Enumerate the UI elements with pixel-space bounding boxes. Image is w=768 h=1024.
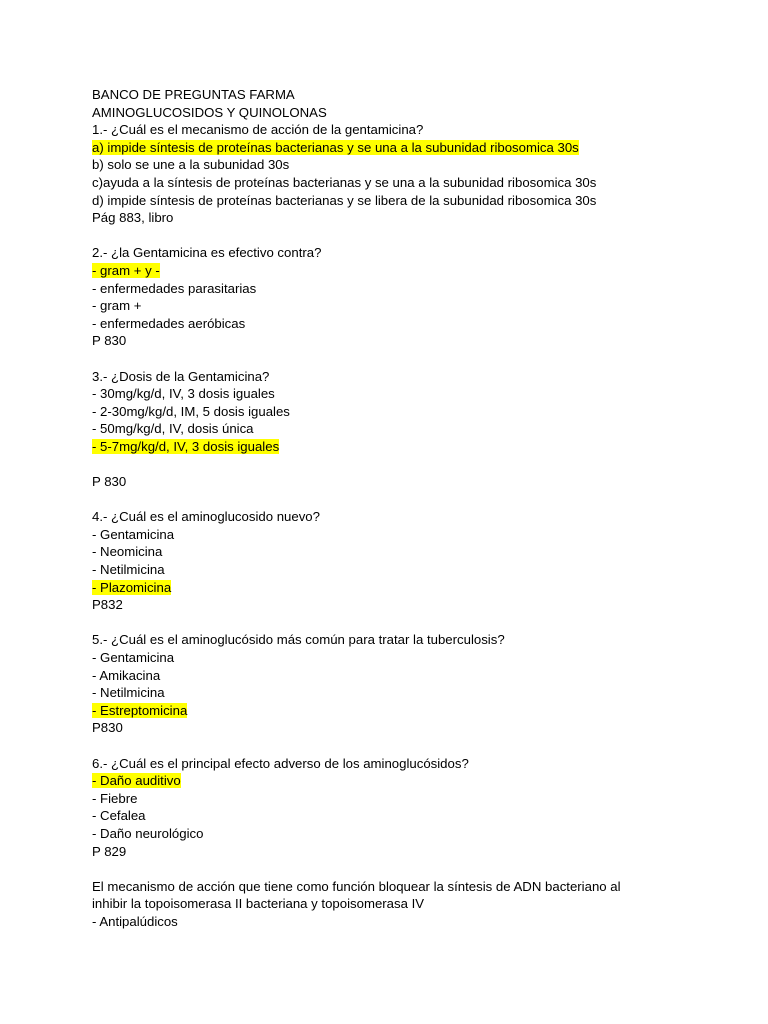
document-subtitle: AMINOGLUCOSIDOS Y QUINOLONAS bbox=[92, 104, 327, 120]
question-text-line-2: inhibir la topoisomerasa II bacteriana y topoisomerasa IV bbox=[92, 896, 425, 912]
answer-option bbox=[92, 772, 688, 790]
answer-option bbox=[92, 579, 688, 597]
spacer bbox=[92, 737, 688, 755]
correct-answer-highlight: a) impide síntesis de proteínas bacterianas y se una a la subunidad ribosomica 30s bbox=[92, 139, 579, 155]
question-text: 5.- ¿Cuál es el aminoglucósido más común para tratar la tuberculosis? bbox=[92, 632, 505, 648]
spacer bbox=[92, 614, 688, 632]
answer-option: - Gentamicina bbox=[92, 650, 175, 665]
question-block-2 bbox=[92, 244, 688, 350]
answer-option: d) impide síntesis de proteínas bacterianas y se libera de la subunidad ribosomica 30s bbox=[92, 192, 597, 208]
spacer bbox=[92, 491, 688, 509]
answer-option: - 50mg/kg/d, IV, dosis única bbox=[92, 421, 254, 437]
answer-option: - Netilmicina bbox=[92, 685, 165, 701]
question-block-5 bbox=[92, 631, 688, 737]
answer-option: - enfermedades parasitarias bbox=[92, 280, 257, 296]
correct-answer-highlight: - Estreptomicina bbox=[92, 702, 188, 718]
answer-option bbox=[92, 262, 688, 280]
spacer bbox=[92, 860, 688, 878]
page-reference: Pág 883, libro bbox=[92, 210, 174, 226]
answer-option: - Daño neurológico bbox=[92, 825, 204, 841]
question-text: 4.- ¿Cuál es el aminoglucosido nuevo? bbox=[92, 509, 320, 525]
question-block-6 bbox=[92, 755, 688, 861]
answer-option bbox=[92, 438, 688, 456]
answer-option: c)ayuda a la síntesis de proteínas bacterianas y se una a la subunidad ribosomica 30s bbox=[92, 174, 597, 190]
question-block-4 bbox=[92, 508, 688, 614]
correct-answer-highlight: - Daño auditivo bbox=[92, 773, 181, 789]
question-text-line-1: El mecanismo de acción que tiene como función bloquear la síntesis de ADN bacteriano al bbox=[92, 878, 621, 894]
answer-option: - Amikacina bbox=[92, 667, 161, 683]
page-reference: P 830 bbox=[92, 333, 127, 349]
document-title: BANCO DE PREGUNTAS FARMA bbox=[92, 87, 295, 102]
answer-option: - Cefalea bbox=[92, 808, 146, 824]
question-text: 3.- ¿Dosis de la Gentamicina? bbox=[92, 368, 270, 384]
answer-option: - 2-30mg/kg/d, IM, 5 dosis iguales bbox=[92, 403, 290, 419]
answer-option bbox=[92, 139, 688, 157]
spacer bbox=[92, 227, 688, 245]
answer-option: b) solo se une a la subunidad 30s bbox=[92, 157, 290, 173]
answer-option: - Netilmicina bbox=[92, 562, 165, 578]
answer-option: - Gentamicina bbox=[92, 526, 175, 542]
answer-option bbox=[92, 702, 688, 720]
question-text: 6.- ¿Cuál es el principal efecto adverso de los aminoglucósidos? bbox=[92, 755, 469, 771]
page-reference: P830 bbox=[92, 720, 123, 736]
question-block-7 bbox=[92, 878, 688, 931]
page-reference: P 830 bbox=[92, 474, 127, 490]
answer-option: - Neomicina bbox=[92, 544, 163, 560]
spacer bbox=[92, 455, 688, 473]
answer-option: - 30mg/kg/d, IV, 3 dosis iguales bbox=[92, 386, 275, 402]
correct-answer-highlight: - Plazomicina bbox=[92, 579, 172, 595]
question-block-3 bbox=[92, 368, 688, 491]
answer-option: - Antipalúdicos bbox=[92, 913, 178, 929]
answer-option: - Fiebre bbox=[92, 790, 138, 806]
correct-answer-highlight: - 5-7mg/kg/d, IV, 3 dosis iguales bbox=[92, 438, 280, 454]
page-reference: P832 bbox=[92, 597, 123, 613]
answer-option: - gram + bbox=[92, 298, 142, 314]
page-reference: P 829 bbox=[92, 843, 127, 859]
question-block-1 bbox=[92, 121, 688, 227]
answer-option: - enfermedades aeróbicas bbox=[92, 315, 246, 331]
question-text: 1.- ¿Cuál es el mecanismo de acción de la gentamicina? bbox=[92, 122, 424, 138]
spacer bbox=[92, 350, 688, 368]
question-text: 2.- ¿la Gentamicina es efectivo contra? bbox=[92, 245, 322, 261]
correct-answer-highlight: - gram + y - bbox=[92, 262, 160, 278]
